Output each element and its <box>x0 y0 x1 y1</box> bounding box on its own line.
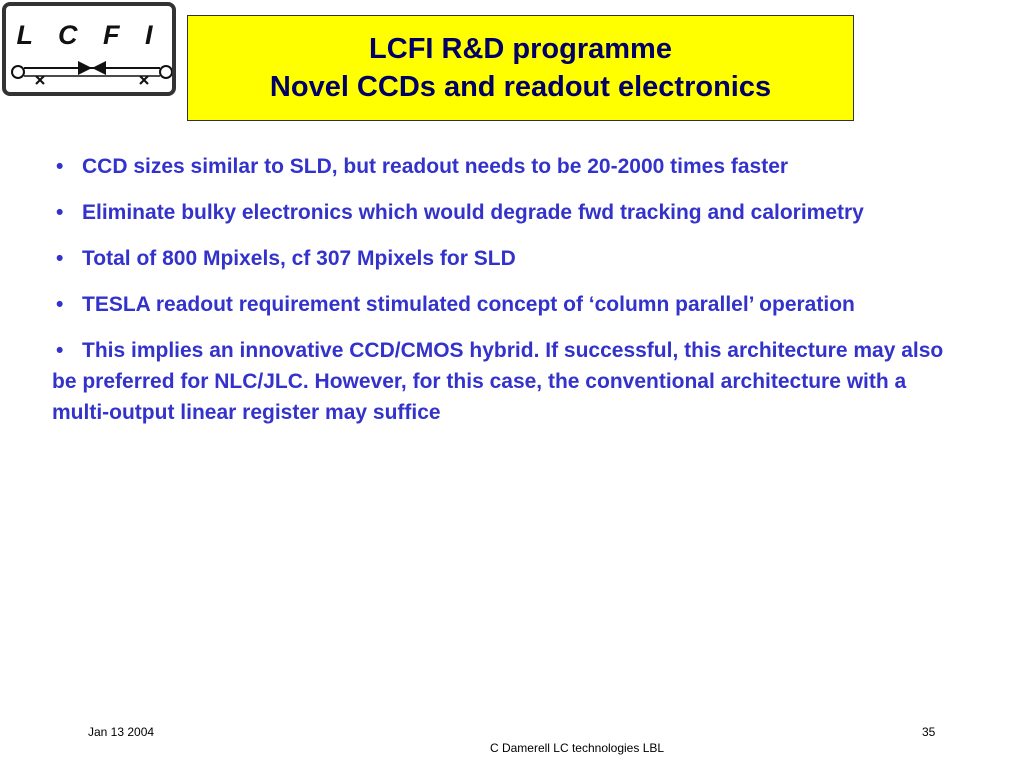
title-box <box>187 15 854 121</box>
bullet-text: CCD sizes similar to SLD, but readout needs to be 20-2000 times faster <box>82 155 789 178</box>
title-line-2: Novel CCDs and readout electronics <box>269 71 772 103</box>
bullet-text: Eliminate bulky electronics which would degrade fwd tracking and calorimetry <box>82 201 864 224</box>
bullet-marker: • <box>56 155 64 178</box>
bullet-marker: • <box>56 339 64 362</box>
bullet-marker: • <box>56 293 64 316</box>
footer-date: Jan 13 2004 <box>88 725 155 739</box>
bullet-item <box>52 243 952 274</box>
beamline-diagram-icon <box>6 6 172 92</box>
title-line-1: LCFI R&D programme <box>369 33 672 65</box>
bullet-list <box>52 151 952 443</box>
bullet-text: This implies an innovative CCD/CMOS hybrid. If successful, this architecture may also be preferred for NLC/JLC. However, for this case, the conventional architecture with a multi-output linear register may suffice <box>52 339 944 424</box>
bullet-text: TESLA readout requirement stimulated concept of ‘column parallel’ operation <box>82 293 855 316</box>
footer-author: C Damerell LC technologies LBL <box>489 741 665 755</box>
bullet-marker: • <box>56 201 64 224</box>
lcfi-logo <box>2 2 176 96</box>
bullet-item <box>52 151 952 182</box>
page-number: 35 <box>922 725 936 739</box>
logo-text: L C F I <box>16 20 162 50</box>
bullet-marker: • <box>56 247 64 270</box>
bullet-item <box>52 197 952 228</box>
bullet-text: Total of 800 Mpixels, cf 307 Mpixels for SLD <box>82 247 516 270</box>
bullet-item <box>52 335 952 428</box>
bullet-item <box>52 289 952 320</box>
